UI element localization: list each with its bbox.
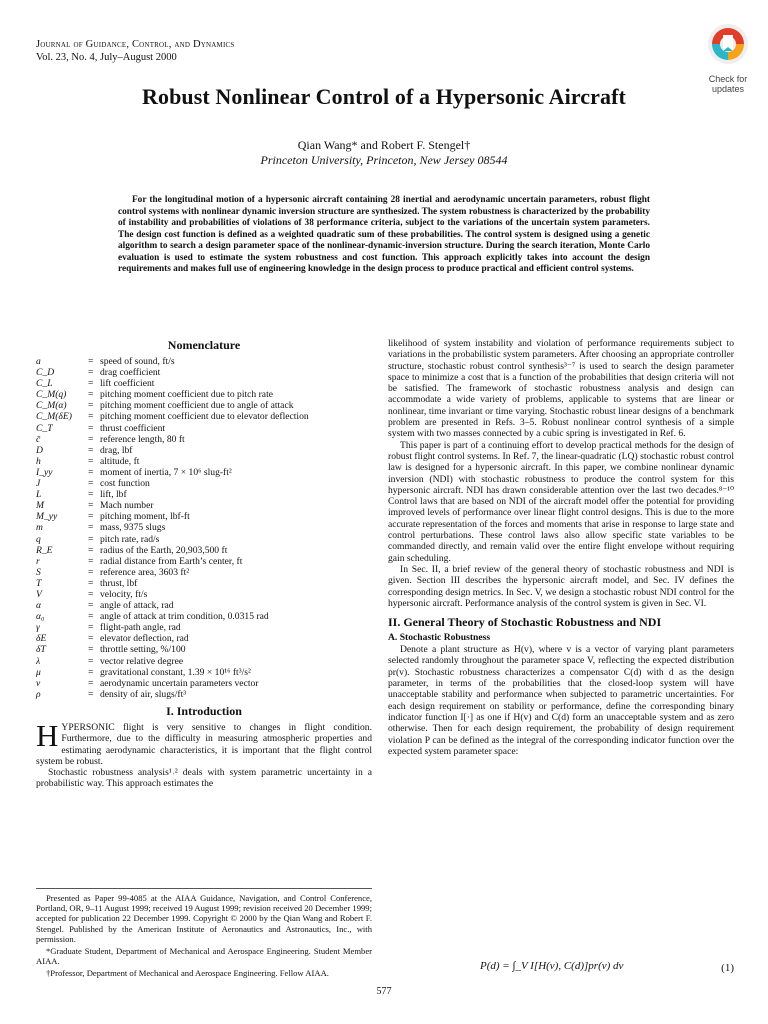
equals-sign: = bbox=[88, 422, 94, 434]
equals-sign: = bbox=[88, 522, 94, 534]
nomenclature-definition: drag coefficient bbox=[100, 367, 161, 379]
equals-sign: = bbox=[88, 389, 94, 401]
authors: Qian Wang* and Robert F. Stengel† bbox=[297, 138, 471, 152]
nomenclature-symbol: δE bbox=[36, 633, 47, 645]
nomenclature-symbol: M bbox=[36, 500, 44, 512]
nomenclature-row bbox=[36, 611, 372, 622]
nomenclature-row bbox=[36, 500, 372, 511]
nomenclature-definition: drag, lbf bbox=[100, 444, 133, 456]
intro-paragraph-1: HYPERSONIC flight is very sensitive to changes in flight condition. Furthermore, due to the difficulty in measuring atmospheric properties and estimating aerodynamic characteristics, it is important that the flight control system be robust. bbox=[36, 717, 372, 767]
nomenclature-definition: angle of attack, rad bbox=[100, 600, 174, 612]
crossmark-icon bbox=[706, 22, 750, 66]
abstract: For the longitudinal motion of a hypersonic aircraft containing 28 inertial and aerodynamic uncertain parameters, robust flight control systems with nonlinear dynamic inversion structure are synthesized. The system robustness is characterized by the probability of instability and probabilities of violations of 38 performance criteria, subject to the variations of the uncertain system parameters. The design cost function is defined as a weighted quadratic sum of these probabilities. The control system is designed using a genetic algorithm to search a design parameter space of the nonlinear-dynamic-inversion structure. During the search iteration, Monte Carlo evaluation is used to estimate the system robustness and cost function. This approach explicitly takes into account the design requirements and makes full use of engineering knowledge in the design process to produce practical and efficient control systems. bbox=[118, 195, 650, 274]
nomenclature-definition: throttle setting, %/100 bbox=[100, 644, 186, 656]
nomenclature-definition: thrust coefficient bbox=[100, 422, 166, 434]
equals-sign: = bbox=[88, 466, 94, 478]
equation-1 bbox=[388, 956, 734, 982]
badge-label: Check for updates bbox=[708, 74, 748, 94]
nomenclature-symbol: ρ bbox=[36, 688, 41, 700]
equals-sign: = bbox=[88, 566, 94, 578]
footnote-received: Presented as Paper 99-4085 at the AIAA Guidance, Navigation, and Control Conference, Portland, OR, 9–11 August 1999; received 19 August 1999; revision received 20 December 1999; accepted for publication 22 December 1999. Copyright © 2000 by the Qian Wang and Robert F. Stengel. Published by the American Institute of Aeronautics and Astronautics, Inc., with permission. bbox=[36, 893, 372, 944]
nomenclature-row bbox=[36, 367, 372, 378]
nomenclature-symbol: ν bbox=[36, 677, 41, 689]
equals-sign: = bbox=[88, 378, 94, 390]
nomenclature-symbol: J bbox=[36, 478, 41, 490]
equals-sign: = bbox=[88, 588, 94, 600]
nomenclature-definition: radial distance from Earth’s center, ft bbox=[100, 555, 243, 567]
nomenclature-definition: mass, 9375 slugs bbox=[100, 522, 166, 534]
nomenclature-definition: Mach number bbox=[100, 500, 154, 512]
right-paragraph-2: This paper is part of a continuing effort to develop practical methods for the design of robust flight control systems. In Ref. 7, the linear-quadratic (LQ) stochastic robust control law is designed for a hypersonic aircraft. In this paper, we combine nonlinear dynamic inversion (NDI) with stochastic robustness to produce the control system for this hypersonic aircraft. NDI has drawn considerable attention over the last two decades.⁸⁻¹⁰ Control laws that are based on NDI of the aircraft model offer the potential for providing improved levels of performance over linear flight control designs. This is due to the more accurate representation of the forces and moments that arise in response to large state and control perturbations. These control laws also allow specific state variables to be commanded directly, and remain valid over the entire flight envelope without requiring gain scheduling. bbox=[388, 439, 734, 564]
nomenclature-definition: pitching moment coefficient due to angle of attack bbox=[100, 400, 294, 412]
equals-sign: = bbox=[88, 622, 94, 634]
equation-number: (1) bbox=[721, 962, 734, 974]
equals-sign: = bbox=[88, 577, 94, 589]
nomenclature-row bbox=[36, 534, 372, 545]
nomenclature-row bbox=[36, 423, 372, 434]
nomenclature-row bbox=[36, 689, 372, 700]
right-paragraph-4: Denote a plant structure as H(v), where v is a vector of varying plant parameters selected randomly throughout the parameter space V, reflecting the expected distribution pr(v). Stochastic robustness characterizes a compensator C(d) with d as the design parameter, in terms of the probabilities that the closed-loop system will have unacceptable stability and performance when subjected to parametric uncertainties. For each design requirement on stability or performance, define the corresponding binary indicator function I[·] as one if H(v) and C(d) form an unacceptable system and as zero otherwise. Then for each design requirement, the probability of design requirement violation P can be defined as the integral of the corresponding indicator function over the expected system parameter space: bbox=[388, 644, 734, 757]
nomenclature-symbol: δT bbox=[36, 644, 46, 656]
nomenclature-symbol: C_M(α) bbox=[36, 400, 67, 412]
nomenclature-definition: angle of attack at trim condition, 0.0315 rad bbox=[100, 611, 269, 623]
equals-sign: = bbox=[88, 677, 94, 689]
section-2-heading: II. General Theory of Stochastic Robustness and NDI bbox=[388, 615, 662, 630]
nomenclature-row bbox=[36, 622, 372, 633]
nomenclature-row bbox=[36, 556, 372, 567]
nomenclature-row bbox=[36, 522, 372, 533]
nomenclature-definition: thrust, lbf bbox=[100, 577, 138, 589]
nomenclature-symbol: C_M(δE) bbox=[36, 411, 72, 423]
nomenclature-table bbox=[36, 356, 372, 700]
nomenclature-symbol: V bbox=[36, 588, 42, 600]
nomenclature-definition: velocity, ft/s bbox=[100, 588, 148, 600]
nomenclature-row bbox=[36, 600, 372, 611]
equals-sign: = bbox=[88, 644, 94, 656]
equation-body: P(d) = ∫_V I[H(v), C(d)]pr(v) dv bbox=[480, 960, 624, 972]
nomenclature-definition: altitude, ft bbox=[100, 455, 140, 467]
nomenclature-symbol: C_L bbox=[36, 378, 53, 390]
nomenclature-symbol: h bbox=[36, 455, 41, 467]
nomenclature-definition: radius of the Earth, 20,903,500 ft bbox=[100, 544, 228, 556]
nomenclature-definition: pitching moment, lbf-ft bbox=[100, 511, 190, 523]
nomenclature-definition: cost function bbox=[100, 478, 150, 490]
nomenclature-symbol: C_M(q) bbox=[36, 389, 67, 401]
nomenclature-symbol: R_E bbox=[36, 544, 53, 556]
nomenclature-row bbox=[36, 633, 372, 644]
nomenclature-definition: pitching moment coefficient due to pitch rate bbox=[100, 389, 273, 401]
nomenclature-row bbox=[36, 644, 372, 655]
nomenclature-definition: lift coefficient bbox=[100, 378, 155, 390]
journal-name: Journal of Guidance, Control, and Dynamics bbox=[36, 39, 235, 50]
nomenclature-definition: lift, lbf bbox=[100, 489, 127, 501]
drop-cap: H bbox=[36, 717, 59, 753]
equals-sign: = bbox=[88, 655, 94, 667]
nomenclature-symbol: C_D bbox=[36, 367, 55, 379]
nomenclature-symbol: λ bbox=[36, 655, 41, 667]
equals-sign: = bbox=[88, 555, 94, 567]
equals-sign: = bbox=[88, 356, 94, 367]
nomenclature-row bbox=[36, 656, 372, 667]
footnote-author-2: †Professor, Department of Mechanical and Aerospace Engineering. Fellow AIAA. bbox=[46, 968, 329, 979]
nomenclature-symbol: q bbox=[36, 533, 41, 545]
nomenclature-symbol: μ bbox=[36, 666, 41, 678]
nomenclature-definition: gravitational constant, 1.39 × 10¹⁶ ft³/s² bbox=[100, 666, 251, 678]
equals-sign: = bbox=[88, 511, 94, 523]
nomenclature-symbol: S bbox=[36, 566, 41, 578]
equals-sign: = bbox=[88, 455, 94, 467]
nomenclature-definition: aerodynamic uncertain parameters vector bbox=[100, 677, 259, 689]
nomenclature-row bbox=[36, 578, 372, 589]
nomenclature-definition: flight-path angle, rad bbox=[100, 622, 181, 634]
nomenclature-row bbox=[36, 667, 372, 678]
nomenclature-row bbox=[36, 467, 372, 478]
nomenclature-symbol: m bbox=[36, 522, 43, 534]
equals-sign: = bbox=[88, 500, 94, 512]
nomenclature-row bbox=[36, 356, 372, 367]
nomenclature-symbol: T bbox=[36, 577, 42, 589]
journal-volume-line: Vol. 23, No. 4, July–August 2000 bbox=[36, 52, 177, 63]
equals-sign: = bbox=[88, 666, 94, 678]
nomenclature-row bbox=[36, 678, 372, 689]
nomenclature-definition: reference area, 3603 ft² bbox=[100, 566, 190, 578]
nomenclature-symbol: M_yy bbox=[36, 511, 58, 523]
nomenclature-row bbox=[36, 389, 372, 400]
nomenclature-row bbox=[36, 489, 372, 500]
equals-sign: = bbox=[88, 544, 94, 556]
nomenclature-definition: pitch rate, rad/s bbox=[100, 533, 160, 545]
nomenclature-symbol: L bbox=[36, 489, 42, 501]
nomenclature-row bbox=[36, 545, 372, 556]
nomenclature-definition: vector relative degree bbox=[100, 655, 184, 667]
nomenclature-row bbox=[36, 434, 372, 445]
intro-paragraph-2: Stochastic robustness analysis¹˒² deals with system parametric uncertainty in a probabilistic way. This approach estimates the bbox=[36, 767, 372, 790]
nomenclature-heading: Nomenclature bbox=[167, 338, 241, 352]
equals-sign: = bbox=[88, 367, 94, 379]
nomenclature-symbol: D bbox=[36, 444, 43, 456]
paper-title: Robust Nonlinear Control of a Hypersonic Aircraft bbox=[141, 84, 626, 109]
right-column bbox=[388, 338, 734, 757]
nomenclature-definition: pitching moment coefficient due to elevator deflection bbox=[100, 411, 309, 423]
nomenclature-definition: speed of sound, ft/s bbox=[100, 356, 175, 367]
section-introduction-heading: I. Introduction bbox=[166, 703, 242, 718]
right-paragraph-1: likelihood of system instability and violation of performance requirements subject to variations in the probabilistic system parameters. After choosing an appropriate controller structure, stochastic robust control synthesis³⁻⁷ is used to search the design parameter space to minimize a cost that is a function of the probabilities that design criteria will not be satisfied. The framework of stochastic robustness analysis and design can accommodate a wide variety of problems, applicable to systems that are linear or nonlinear, time invariant or time varying. Stochastic robust linear designs of a benchmark problem are presented in Refs. 3–5. Robust nonlinear control synthesis of a simple system with two masses connected by a cubic spring is investigated in Ref. 6. bbox=[388, 338, 734, 440]
nomenclature-row bbox=[36, 411, 372, 422]
equals-sign: = bbox=[88, 533, 94, 545]
nomenclature-symbol: r bbox=[36, 555, 40, 567]
equals-sign: = bbox=[88, 633, 94, 645]
affiliation: Princeton University, Princeton, New Jersey 08544 bbox=[260, 153, 508, 167]
subsection-a-heading: A. Stochastic Robustness bbox=[388, 632, 491, 644]
nomenclature-symbol: α₀ bbox=[36, 611, 45, 623]
nomenclature-row bbox=[36, 378, 372, 389]
nomenclature-symbol: c̄ bbox=[36, 433, 41, 445]
nomenclature-row bbox=[36, 511, 372, 522]
nomenclature-definition: density of air, slugs/ft³ bbox=[100, 688, 187, 700]
equals-sign: = bbox=[88, 411, 94, 423]
equals-sign: = bbox=[88, 600, 94, 612]
nomenclature-definition: reference length, 80 ft bbox=[100, 433, 185, 445]
equals-sign: = bbox=[88, 400, 94, 412]
journal-header bbox=[36, 38, 234, 64]
equals-sign: = bbox=[88, 489, 94, 501]
nomenclature-definition: elevator deflection, rad bbox=[100, 633, 189, 645]
nomenclature-row bbox=[36, 478, 372, 489]
nomenclature-symbol: γ bbox=[36, 622, 40, 634]
nomenclature-symbol: C_T bbox=[36, 422, 53, 434]
right-paragraph-3: In Sec. II, a brief review of the general theory of stochastic robustness and NDI is given. Section III describes the hypersonic aircraft model, and Sec. IV defines the corresponding design metrics. In Sec. V, we design a stochastic robust NDI control for the hypersonic aircraft. Performance analysis of the control system is given in Sec. VI. bbox=[388, 563, 734, 609]
nomenclature-row bbox=[36, 445, 372, 456]
equals-sign: = bbox=[88, 611, 94, 623]
nomenclature-symbol: a bbox=[36, 356, 41, 367]
footnotes bbox=[36, 888, 372, 981]
equals-sign: = bbox=[88, 478, 94, 490]
nomenclature-symbol: I_yy bbox=[36, 466, 53, 478]
page-number: 577 bbox=[376, 986, 392, 997]
nomenclature-row bbox=[36, 400, 372, 411]
nomenclature-definition: moment of inertia, 7 × 10⁶ slug-ft² bbox=[100, 466, 232, 478]
nomenclature-row bbox=[36, 589, 372, 600]
equals-sign: = bbox=[88, 688, 94, 700]
nomenclature-row bbox=[36, 567, 372, 578]
nomenclature-row bbox=[36, 456, 372, 467]
left-column bbox=[36, 338, 372, 790]
footnote-author-1: *Graduate Student, Department of Mechanical and Aerospace Engineering. Student Member AIAA. bbox=[36, 946, 372, 967]
equals-sign: = bbox=[88, 444, 94, 456]
equals-sign: = bbox=[88, 433, 94, 445]
nomenclature-symbol: α bbox=[36, 600, 42, 612]
